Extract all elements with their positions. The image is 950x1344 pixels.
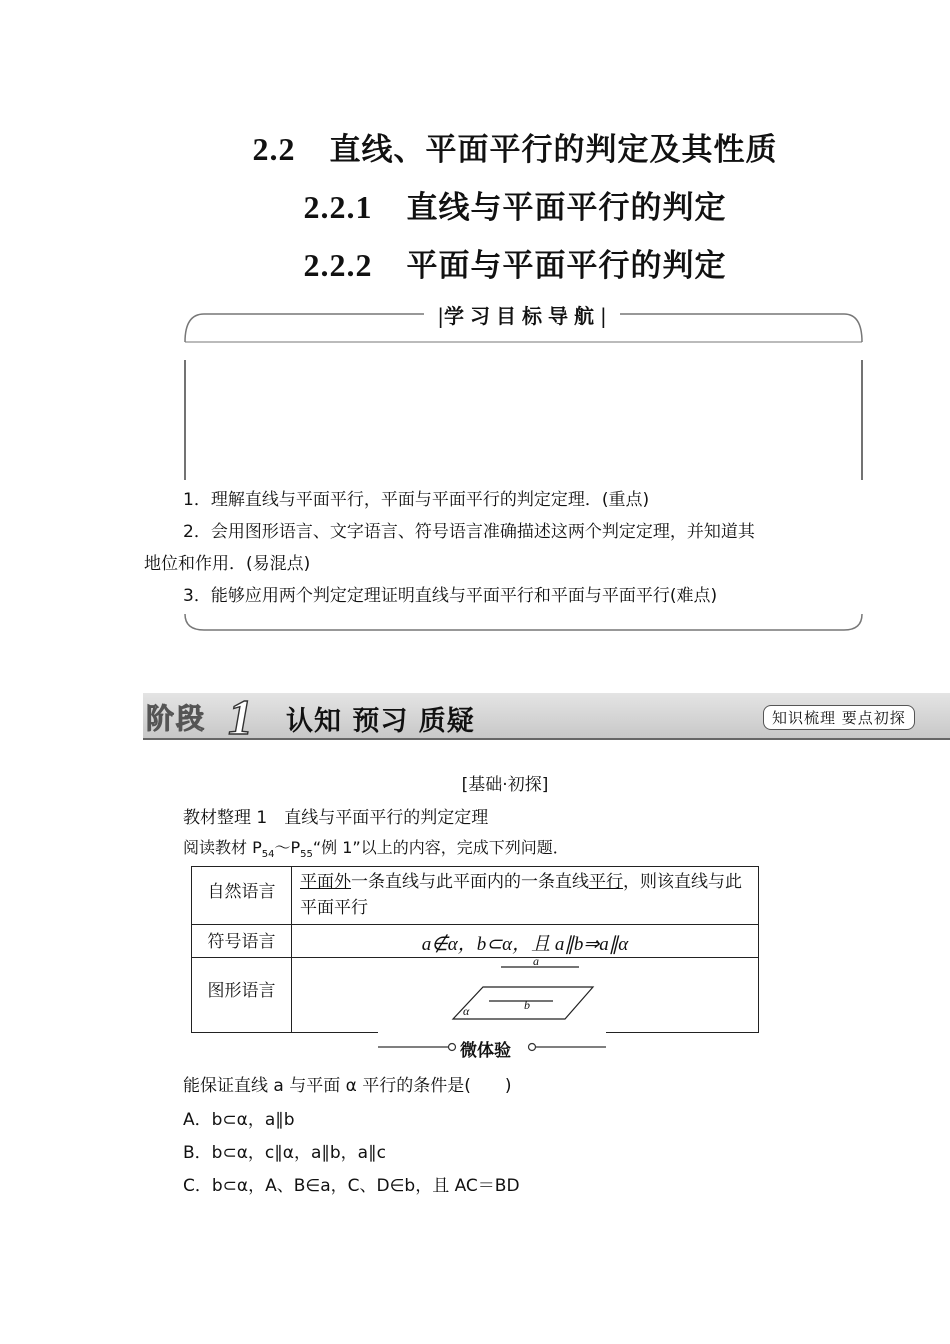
micro-experience-badge: [378, 1030, 606, 1060]
table-row-graphic: [192, 958, 759, 1033]
micro-experience-label: 微体验: [460, 1041, 511, 1061]
plane-alpha: [453, 987, 593, 1019]
table-row-symbolic: [192, 925, 759, 958]
label-a: a: [533, 954, 539, 968]
table-row-natural: [192, 867, 759, 925]
label-b: b: [524, 998, 530, 1012]
label-alpha: α: [463, 1004, 470, 1018]
goal-item-2-cont: 地位和作用．(易混点): [144, 554, 311, 574]
section-heading: 教材整理 1 直线与平面平行的判定定理: [183, 808, 489, 828]
theorem-table: [191, 866, 759, 1033]
goals-heading: |学习目标导航|: [424, 300, 620, 329]
stage-tag: 知识梳理 要点初探: [763, 705, 915, 730]
subtitle-1: 2.2.1 直线与平面平行的判定: [303, 189, 727, 226]
goal-item-3: 3．能够应用两个判定定理证明直线与平面平行和平面与平面平行(难点): [183, 586, 718, 606]
graphic-language-label: 图形语言: [192, 958, 292, 1033]
option-c: C．b⊂α，A、B∈a，C、D∈b，且 AC＝BD: [183, 1176, 520, 1196]
option-a: A．b⊂α，a∥b: [183, 1110, 295, 1130]
graphic-language-figure: [292, 954, 759, 1033]
stage-word: 阶段: [146, 702, 207, 735]
natural-language-text: 平面外一条直线与此平面内的一条直线平行，则该直线与此平面平行: [292, 867, 759, 925]
stage-number: 1: [228, 689, 253, 745]
reading-instruction: 阅读教材 $P_{54}\sim P_{55}“$例 1”以上的内容，完成下列问题．: [183, 838, 569, 861]
option-b: B．b⊂α，c∥α，a∥b，a∥c: [183, 1143, 386, 1163]
symbolic-language-label: 符号语言: [192, 925, 292, 958]
goal-item-2: 2．会用图形语言、文字语言、符号语言准确描述这两个判定定理，并知道其: [183, 522, 755, 542]
subtitle-2: 2.2.2 平面与平面平行的判定: [303, 247, 727, 284]
question-stem: 能保证直线 a 与平面 α 平行的条件是( ): [183, 1076, 512, 1096]
goal-item-1: 1．理解直线与平面平行，平面与平面平行的判定定理．(重点): [183, 490, 650, 510]
natural-language-label: 自然语言: [192, 867, 292, 925]
stage-title: 认知 预习 质疑: [286, 706, 475, 737]
symbolic-language-expr: a∉α，b⊂α，且 a∥b⇒a∥α: [292, 925, 759, 958]
main-title: 2.2 直线、平面平行的判定及其性质: [252, 131, 778, 168]
section-label: [基础·初探]: [461, 775, 549, 795]
